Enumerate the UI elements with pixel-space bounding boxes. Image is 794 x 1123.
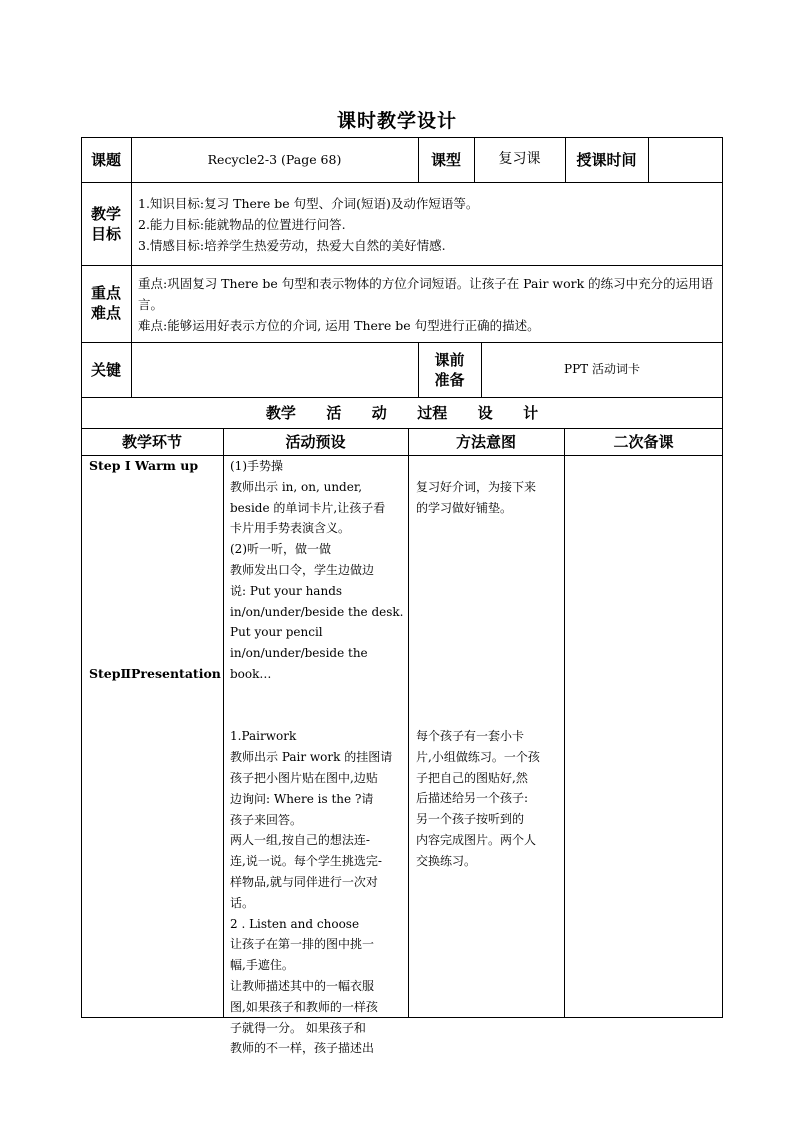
method-text: 复习好介词，为接下来 的学习做好铺垫。 [416,480,537,515]
row-divider [81,428,723,429]
row-divider [81,397,723,398]
step-presentation: StepⅡPresentation [89,666,221,681]
goal-line: 2.能力目标:能就物品的位置进行问答. [138,217,346,232]
key-label: 关键 [90,361,121,379]
col-divider [131,137,132,397]
method-text: 每个孩子有一套小卡 片,小组做练习。一个孩 子把自己的图贴好,然 后描述给另一个孩子: 另一个孩子按听到的 内容完成图片。两个人 交换练习。 [416,729,540,868]
key-points-label: 重点 难点 [90,284,121,322]
row-divider [81,182,723,183]
goal-line: 1.知识目标:复习 There be 句型、介词(短语)及动作短语等。 [138,196,479,211]
col-divider [408,428,409,1018]
prep-value: PPT 活动词卡 [564,362,640,376]
subject-label: 课题 [90,151,121,169]
col-divider [564,428,565,1018]
col-divider [648,137,649,182]
page-title: 课时教学设计 [336,110,457,132]
col-divider [223,428,224,1018]
activity-text: (1)手势操 教师出示 in, on, under, beside 的单词卡片,让孩子看 卡片用手势表演含义。 (2)听一听，做一做 教师发出口令，学生边做边 说: Put your hands in/on/under/beside the desk. Put your pencil in/on/under/beside the book… 1.Pairwork 教师出示 Pair work 的挂图请 孩子把小图片贴在图中,边贴 边询问: Where is the ?请 孩子来回答。 两人一组,按自己的想法连- 连,说一说。每个学生挑选完- 样物品,就与同伴进行一次对 话。 2 . Listen and choose 让孩子在第一排的图中挑一 幅,手遮住。 让教师描述其中的一幅衣服 图,如果孩子和教师的一样孩 子就得一分。 如果孩子和 教师的不一样，孩子描述出 [230,459,404,1056]
type-value: 复习课 [498,151,541,167]
prep-label: 课前 准备 [434,351,465,389]
subject-value: Recycle2-3 (Page 68) [207,152,342,167]
time-label: 授课时间 [576,151,637,169]
row-divider [81,265,723,266]
row-divider [81,342,723,343]
process-title: 教学 活 动 过程 设 计 [265,404,539,422]
goal-line: 3.情感目标:培养学生热爱劳动，热爱大自然的美好情感. [138,238,446,253]
type-label: 课型 [430,151,461,169]
difficulty-text: 难点:能够运用好表示方位的介词, 运用 There be 句型进行正确的描述。 [138,318,540,333]
header-stage: 教学环节 [121,433,182,451]
header-activity: 活动预设 [285,433,346,451]
header-second-prep: 二次备课 [613,433,674,451]
key-point-text: 重点:巩固复习 There be 句型和表示物体的方位介词短语。让孩子在 Pair work 的练习中充分的运用语言。 [138,276,714,312]
goals-label: 教学 目标 [90,205,121,243]
step-warm-up: Step Ⅰ Warm up [89,458,199,473]
header-method: 方法意图 [455,433,516,451]
